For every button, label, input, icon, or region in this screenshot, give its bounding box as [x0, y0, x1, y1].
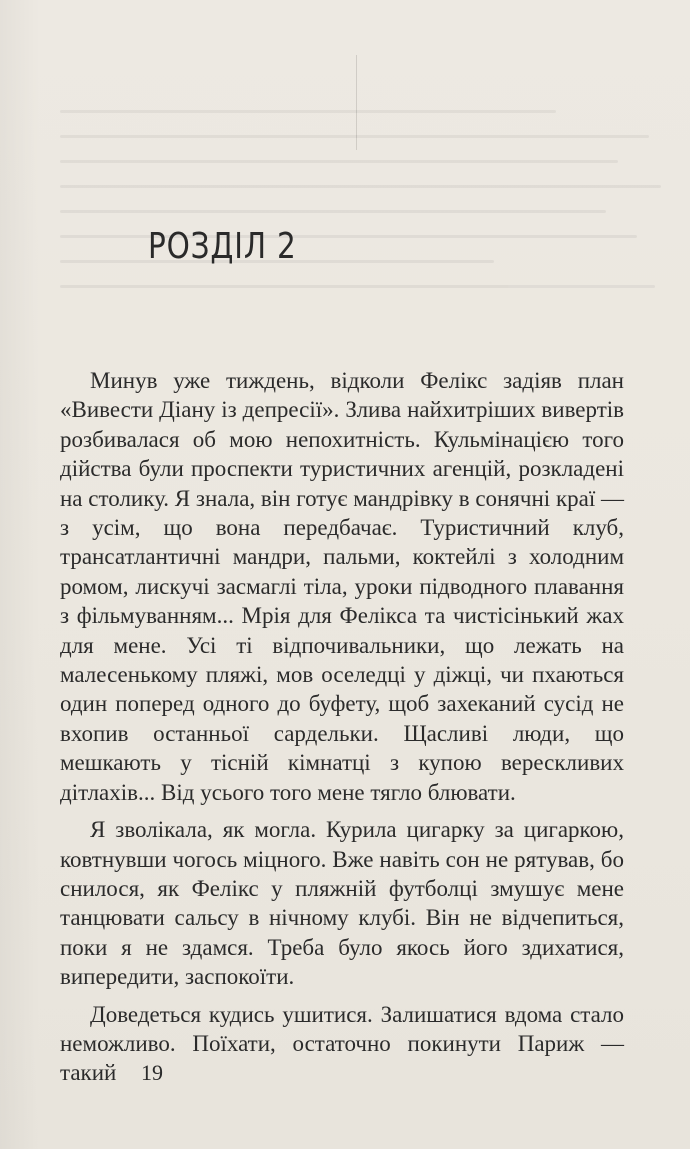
chapter-title: РОЗДІЛ 2 [148, 226, 297, 267]
paragraph: Доведеться кудись ушитися. Залишатися вдома стало неможливо. Поїхати, остаточно покинути Париж — такий [60, 1001, 624, 1086]
chapter-body [60, 366, 624, 1088]
page-fold-mark [356, 55, 357, 150]
page-number: 19 [141, 1060, 163, 1085]
paragraph: Минув уже тиждень, відколи Фелікс задіяв план «Вивести Діану із депресії». Злива найхитріших вивертів розбивалася об мою непохитність. Кульмінацією того дійства були проспекти туристичних агенцій, розкладені на столику. Я знала, він готує мандрівку в сонячні краї — з усім, що вона передбачає. Туристичний клуб, трансатлантичні мандри, пальми, коктейлі з холодним ромом, лискучі засмаглі тіла, уроки підводного плавання з фільмуванням... Мрія для Фелікса та чистісінький жах для мене. Усі ті відпочивальники, що лежать на малесенькому пляжі, мов оселедці у діжці, чи пхаються один поперед одного до буфету, щоб захеканий сусід не вхопив останньої сардельки. Щасливі люди, що мешкають у тісній кімнатці з купою верескливих дітлахів... Від усього того мене тягло блювати. [60, 368, 624, 805]
paragraph: Я зволікала, як могла. Курила цигарку за цигаркою, ковтнувши чогось міцного. Вже навіть сон не рятував, бо снилося, як Фелікс у пляжній футболці змушує мене танцювати сальсу в нічному клубі. Він не відчепиться, поки я не здамся. Треба було якось його здихатися, випередити, заспокоїти. [60, 817, 624, 990]
